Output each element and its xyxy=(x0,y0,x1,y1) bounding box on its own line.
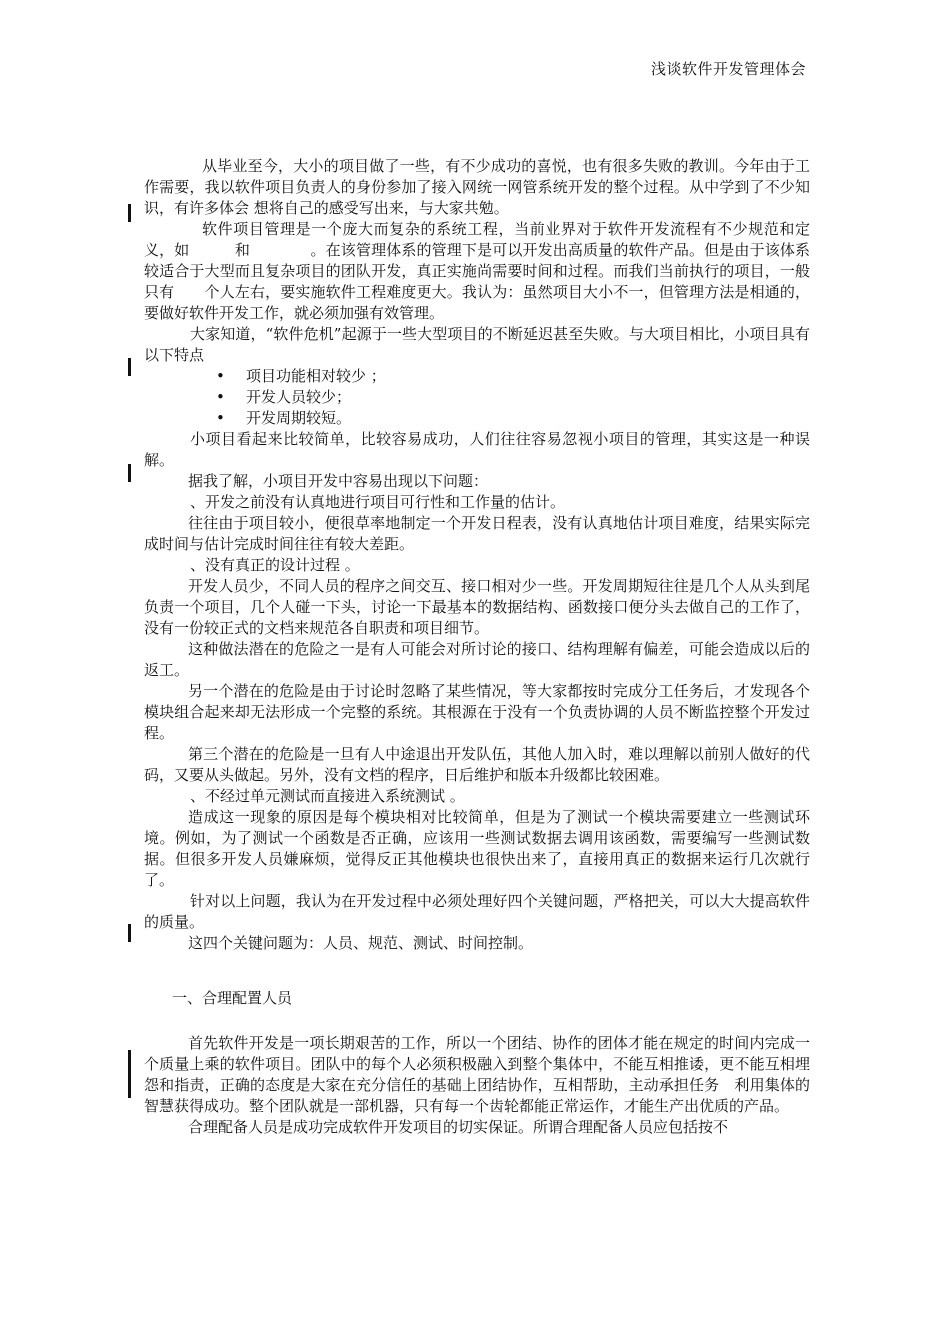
spacer xyxy=(144,954,810,988)
change-bar xyxy=(128,358,131,376)
paragraph: 小项目看起来比较简单，比较容易成功，人们往往容易忽视小项目的管理，其实这是一种误解。 xyxy=(144,430,810,469)
bullet-icon: • xyxy=(216,388,225,406)
feature-list xyxy=(144,366,810,429)
paragraph: 开发人员少，不同人员的程序之间交互、接口相对少一些。开发周期短往往是几个人从头到尾负责一个项目，几个人碰一下头，讨论一下最基本的数据结构、函数接口便分头去做自己的工作了，没有一份较正式的文档来规范各自职责和项目细节。 xyxy=(144,577,810,637)
paragraph: 软件项目管理是一个庞大而复杂的系统工程，当前业界对于软件开发流程有不少规范和定义，如 和 。在该管理体系的管理下是可以开发出高质量的软件产品。但是由于该体系较适合于大型而且复杂项目的团队开发，真正实施尚需要时间和过程。而我们当前执行的项目，一般只有 个人左右，要实施软件工程难度更大。我认为：虽然项目大小不一，但管理方法是相通的，要做好软件开发工作，就必须加强有效管理。 xyxy=(144,220,810,322)
paragraph: 这四个关键问题为：人员、规范、测试、时间控制。 xyxy=(188,934,534,952)
bullet-icon: • xyxy=(216,367,225,385)
paragraph: 第三个潜在的危险是一旦有人中途退出开发队伍，其他人加入时，难以理解以前别人做好的代码，又要从头做起。另外，没有文档的程序，日后维护和版本升级都比较困难。 xyxy=(144,745,810,784)
paragraph: 从毕业至今，大小的项目做了一些，有不少成功的喜悦，也有很多失败的教训。今年由于工作需要，我以软件项目负责人的身份参加了接入网统一网管系统开发的整个过程。从中学到了不少知识，有许多体会 想将自己的感受写出来，与大家共勉。 xyxy=(144,157,810,217)
paragraph: 据我了解，小项目开发中容易出现以下问题： xyxy=(188,472,489,490)
problem-heading: 、没有真正的设计过程 。 xyxy=(190,556,360,574)
change-bar xyxy=(128,204,131,222)
document-body xyxy=(144,156,810,1138)
paragraph: 另一个潜在的危险是由于讨论时忽略了某些情况，等大家都按时完成分工任务后，才发现各个模块组合起来却无法形成一个完整的系统。其根源在于没有一个负责协调的人员不断监控整个开发过程。 xyxy=(144,682,810,742)
paragraph: 合理配备人员是成功完成软件开发项目的切实保证。所谓合理配备人员应包括按不 xyxy=(188,1118,729,1136)
paragraph: 往往由于项目较小，便很草率地制定一个开发日程表，没有认真地估计项目难度，结果实际完成时间与估计完成时间往往有较大差距。 xyxy=(144,514,810,553)
bullet-icon: • xyxy=(216,409,225,427)
paragraph: 这种做法潜在的危险之一是有人可能会对所讨论的接口、结构理解有偏差，可能会造成以后的返工。 xyxy=(144,640,810,679)
list-item xyxy=(144,387,810,408)
problem-heading: 、不经过单元测试而直接进入系统测试 。 xyxy=(190,787,465,805)
list-item-text: 开发周期较短。 xyxy=(246,409,352,427)
change-bar xyxy=(128,1050,131,1098)
paragraph: 大家知道，“软件危机”起源于一些大型项目的不断延迟甚至失败。与大项目相比，小项目具有以下特点 xyxy=(144,325,810,364)
list-item-text: 项目功能相对较少 ； xyxy=(246,367,386,385)
change-bar xyxy=(128,464,131,482)
paragraph: 造成这一现象的原因是每个模块相对比较简单，但是为了测试一个模块需要建立一些测试环境。例如，为了测试一个函数是否正确，应该用一些测试数据去调用该函数，需要编写一些测试数据。但很多开发人员嫌麻烦，觉得反正其他模块也很快出来了，直接用真正的数据来运行几次就行了。 xyxy=(144,808,810,889)
paragraph: 针对以上问题，我认为在开发过程中必须处理好四个关键问题，严格把关，可以大大提高软件的质量。 xyxy=(144,892,810,931)
section-heading: 一、合理配置人员 xyxy=(172,989,293,1007)
list-item xyxy=(144,366,810,387)
list-item-text: 开发人员较少； xyxy=(246,388,352,406)
spacer xyxy=(144,1009,810,1033)
change-bar xyxy=(128,924,131,942)
problem-heading: 、开发之前没有认真地进行项目可行性和工作量的估计。 xyxy=(190,493,566,511)
page-header: 浅谈软件开发管理体会 xyxy=(650,60,806,78)
list-item xyxy=(144,408,810,429)
paragraph: 首先软件开发是一项长期艰苦的工作，所以一个团结、协作的团体才能在规定的时间内完成一个质量上乘的软件项目。团队中的每个人必须积极融入到整个集体中，不能互相推诿，更不能互相埋怨和指责，正确的态度是大家在充分信任的基础上团结协作，互相帮助，主动承担任务 利用集体的智慧获得成功。整个团队就是一部机器，只有每一个齿轮都能正常运作，才能生产出优质的产品。 xyxy=(144,1034,810,1115)
